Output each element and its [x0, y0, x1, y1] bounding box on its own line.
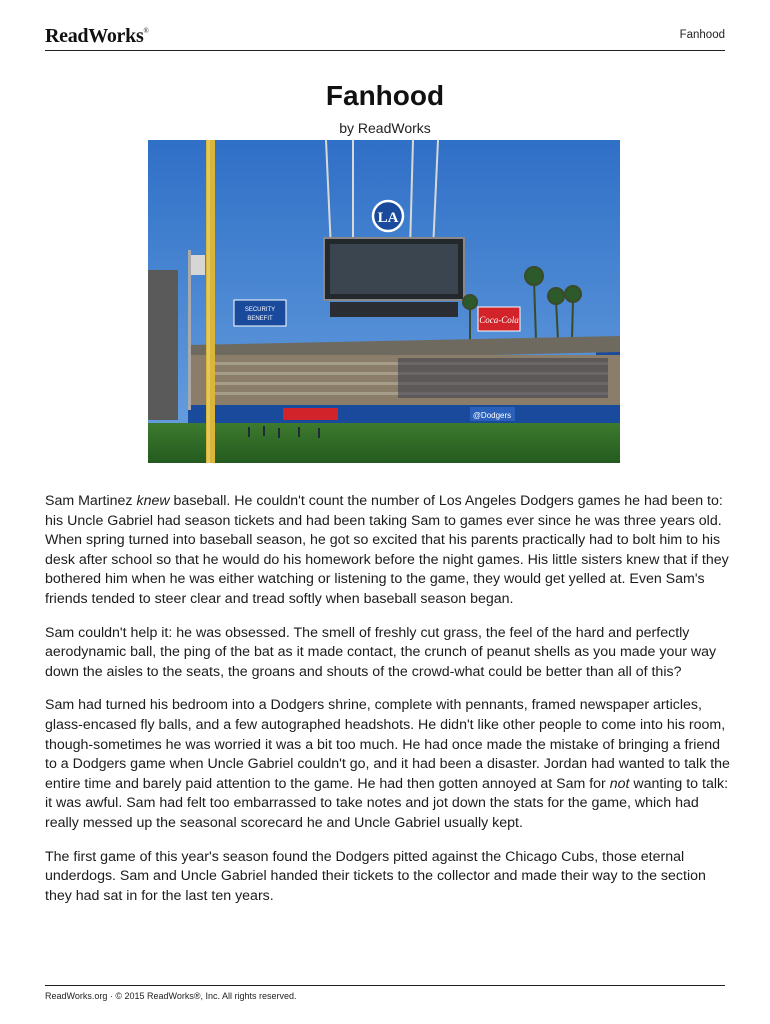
paragraph: Sam had turned his bedroom into a Dodgers shrine, complete with pennants, framed newspaper articles, glass-encased fly balls, and a few autographed headshots. He didn't like other people to come into his room, though-sometimes he was worried it was a bit too much. He had once made the mistake of bringing a friend to a Dodgers game when Uncle Gabriel couldn't go, and it had been a disaster. Jordan had wanted to talk the entire time and barely paid attention to the game. He had then gotten annoyed at Sam for not wanting to talk: it was awful. Sam had felt too embarrassed to take notes and jot down the stats for the game, which had really messed up the seasonal scorecard he and Uncle Gabriel usually kept. [45, 697, 730, 831]
page-footer: ReadWorks.org · © 2015 ReadWorks®, Inc. All rights reserved. [45, 985, 725, 1001]
readworks-logo: ReadWorks® [45, 25, 149, 47]
security-sign-line2: BENEFIT [247, 316, 273, 322]
running-title: Fanhood [679, 29, 725, 41]
paragraph: The first game of this year's season found the Dodgers pitted against the Chicago Cubs, those eternal underdogs. Sam and Uncle Gabriel handed their tickets to the collector and made their way to the section they had sat in for the last ten years. [45, 848, 706, 904]
paragraph: Sam couldn't help it: he was obsessed. The smell of freshly cut grass, the feel of the hard and perfectly aerodynamic ball, the ping of the bat as it made contact, the crunch of peanut shells as you made your way down the aisles to the seats, the groans and shouts of the crowd-what could be better than all of this? [45, 624, 717, 680]
security-sign-line1: SECURITY [244, 307, 276, 313]
stadium-photo [148, 140, 620, 463]
article-body [45, 492, 730, 920]
la-logo-text: LA [377, 210, 399, 226]
article-title: Fanhood [325, 80, 445, 111]
dodgers-sign: @Dodgers [472, 411, 512, 420]
article-byline: by ReadWorks [339, 120, 431, 136]
page-header [45, 22, 725, 51]
paragraph: Sam Martinez knew baseball. He couldn't count the number of Los Angeles Dodgers games he had been to: his Uncle Gabriel had season tickets and had been taking Sam to games ever since he was three years old. When spring turned into baseball season, he got so excited that his parents practically had to bolt him to his desk after school so that he would do his homework before the night games. His little sisters knew that if they bothered him when he was either watching or listening to the game, they would get yelled at. Even Sam's friends tended to steer clear and tread softly when baseball season began. [45, 493, 729, 607]
coca-cola-sign: Coca-Cola [479, 315, 519, 325]
